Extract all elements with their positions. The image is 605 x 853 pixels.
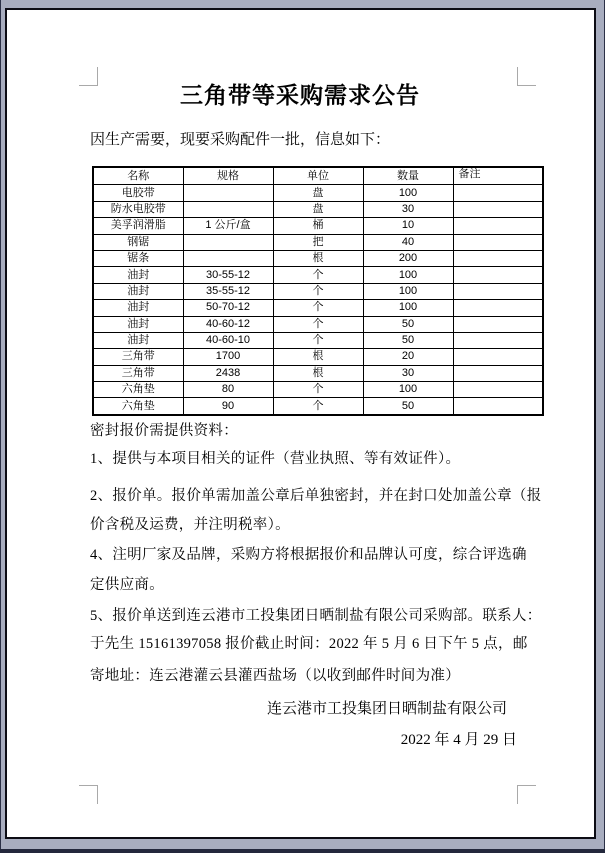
cell-note: [453, 349, 543, 365]
cell-unit: 个: [273, 332, 363, 348]
cell-name: 六角垫: [93, 382, 183, 398]
cell-spec: [183, 185, 273, 201]
margin-crop-mark-bottom-right: [517, 785, 536, 804]
cell-spec: 1 公斤/盒: [183, 218, 273, 234]
table-header-row: [93, 167, 543, 185]
cell-unit: 盘: [273, 201, 363, 217]
intro-line: 因生产需要，现要采购配件一批，信息如下：: [90, 132, 391, 148]
cell-qty: 50: [363, 398, 453, 415]
cell-unit: 根: [273, 365, 363, 381]
cell-qty: 20: [363, 349, 453, 365]
cell-spec: 90: [183, 398, 273, 415]
cell-note: [453, 234, 543, 250]
cell-qty: 100: [363, 283, 453, 299]
body-line-item5a: 5、报价单送到连云港市工投集团日晒制盐有限公司采购部。联系人：: [90, 608, 542, 624]
window-edge-bottom: [0, 849, 605, 853]
cell-name: 油封: [93, 267, 183, 283]
body-line-item1: 1、提供与本项目相关的证件（营业执照、等有效证件）。: [90, 451, 461, 467]
cell-name: 锯条: [93, 250, 183, 266]
cell-spec: [183, 250, 273, 266]
cell-note: [453, 316, 543, 332]
table-row: [93, 398, 543, 415]
body-line-item5c: 寄地址：连云港灌云县灌西盐场（以收到邮件时间为准）: [90, 668, 460, 684]
cell-qty: 100: [363, 300, 453, 316]
body-line-item2a: 2、报价单。报价单需加盖公章后单独密封，并在封口处加盖公章（报: [90, 488, 542, 504]
cell-qty: 50: [363, 316, 453, 332]
cell-spec: 35-55-12: [183, 283, 273, 299]
cell-name: 六角垫: [93, 398, 183, 415]
cell-note: [453, 332, 543, 348]
cell-qty: 100: [363, 185, 453, 201]
cell-unit: 个: [273, 316, 363, 332]
items-table: [92, 166, 544, 416]
cell-qty: 50: [363, 332, 453, 348]
cell-spec: 50-70-12: [183, 300, 273, 316]
table-row: [93, 218, 543, 234]
cell-note: [453, 398, 543, 415]
table-row: [93, 349, 543, 365]
cell-note: [453, 283, 543, 299]
cell-spec: 30-55-12: [183, 267, 273, 283]
cell-note: [453, 250, 543, 266]
table-row: [93, 332, 543, 348]
cell-unit: 盘: [273, 185, 363, 201]
col-header-name: 名称: [93, 167, 183, 185]
table-row: [93, 250, 543, 266]
cell-qty: 30: [363, 201, 453, 217]
margin-crop-mark-bottom-left: [79, 785, 98, 804]
cell-note: [453, 201, 543, 217]
body-line-item5b: 于先生 15161397058 报价截止时间：2022 年 5 月 6 日下午 5 点，邮: [90, 636, 528, 652]
cell-unit: 把: [273, 234, 363, 250]
signature-date: 2022 年 4 月 29 日: [400, 732, 517, 748]
table-row: [93, 234, 543, 250]
window-edge-left: [0, 0, 1, 853]
margin-crop-mark-top-right: [517, 67, 536, 86]
cell-unit: 桶: [273, 218, 363, 234]
cell-name: 防水电胶带: [93, 201, 183, 217]
cell-name: 油封: [93, 283, 183, 299]
cell-name: 三角带: [93, 365, 183, 381]
table-row: [93, 300, 543, 316]
cell-name: 钢锯: [93, 234, 183, 250]
cell-unit: 个: [273, 283, 363, 299]
cell-name: 油封: [93, 316, 183, 332]
cell-unit: 个: [273, 398, 363, 415]
document-title: 三角带等采购需求公告: [180, 83, 420, 108]
table-row: [93, 365, 543, 381]
cell-name: 三角带: [93, 349, 183, 365]
cell-unit: 个: [273, 382, 363, 398]
cell-qty: 100: [363, 382, 453, 398]
table-row: [93, 283, 543, 299]
cell-name: 电胶带: [93, 185, 183, 201]
cell-spec: [183, 234, 273, 250]
cell-unit: 根: [273, 349, 363, 365]
signature-company: 连云港市工投集团日晒制盐有限公司: [266, 701, 507, 717]
cell-spec: [183, 201, 273, 217]
cell-qty: 200: [363, 250, 453, 266]
cell-note: [453, 218, 543, 234]
table-row: [93, 267, 543, 283]
cell-unit: 个: [273, 300, 363, 316]
col-header-unit: 单位: [273, 167, 363, 185]
cell-note: [453, 365, 543, 381]
table-row: [93, 185, 543, 201]
cell-spec: 80: [183, 382, 273, 398]
cell-unit: 个: [273, 267, 363, 283]
body-line-item4b: 定供应商。: [90, 577, 164, 593]
body-line-item4a: 4、注明厂家及品牌，采购方将根据报价和品牌认可度，综合评选确: [90, 547, 527, 563]
cell-qty: 10: [363, 218, 453, 234]
cell-qty: 30: [363, 365, 453, 381]
cell-note: [453, 267, 543, 283]
table-row: [93, 382, 543, 398]
col-header-spec: 规格: [183, 167, 273, 185]
cell-spec: 2438: [183, 365, 273, 381]
body-line-item2b: 价含税及运费，并注明税率）。: [90, 517, 290, 533]
cell-note: [453, 185, 543, 201]
col-header-qty: 数量: [363, 167, 453, 185]
cell-note: [453, 300, 543, 316]
cell-qty: 100: [363, 267, 453, 283]
table-row: [93, 201, 543, 217]
cell-name: 油封: [93, 300, 183, 316]
cell-note: [453, 382, 543, 398]
cell-spec: 40-60-10: [183, 332, 273, 348]
cell-name: 油封: [93, 332, 183, 348]
body-line-heading: 密封报价需提供资料：: [90, 423, 238, 439]
cell-unit: 根: [273, 250, 363, 266]
col-header-note: 备注: [453, 167, 543, 185]
table-row: [93, 316, 543, 332]
cell-spec: 40-60-12: [183, 316, 273, 332]
cell-spec: 1700: [183, 349, 273, 365]
cell-qty: 40: [363, 234, 453, 250]
cell-name: 美孚润滑脂: [93, 218, 183, 234]
